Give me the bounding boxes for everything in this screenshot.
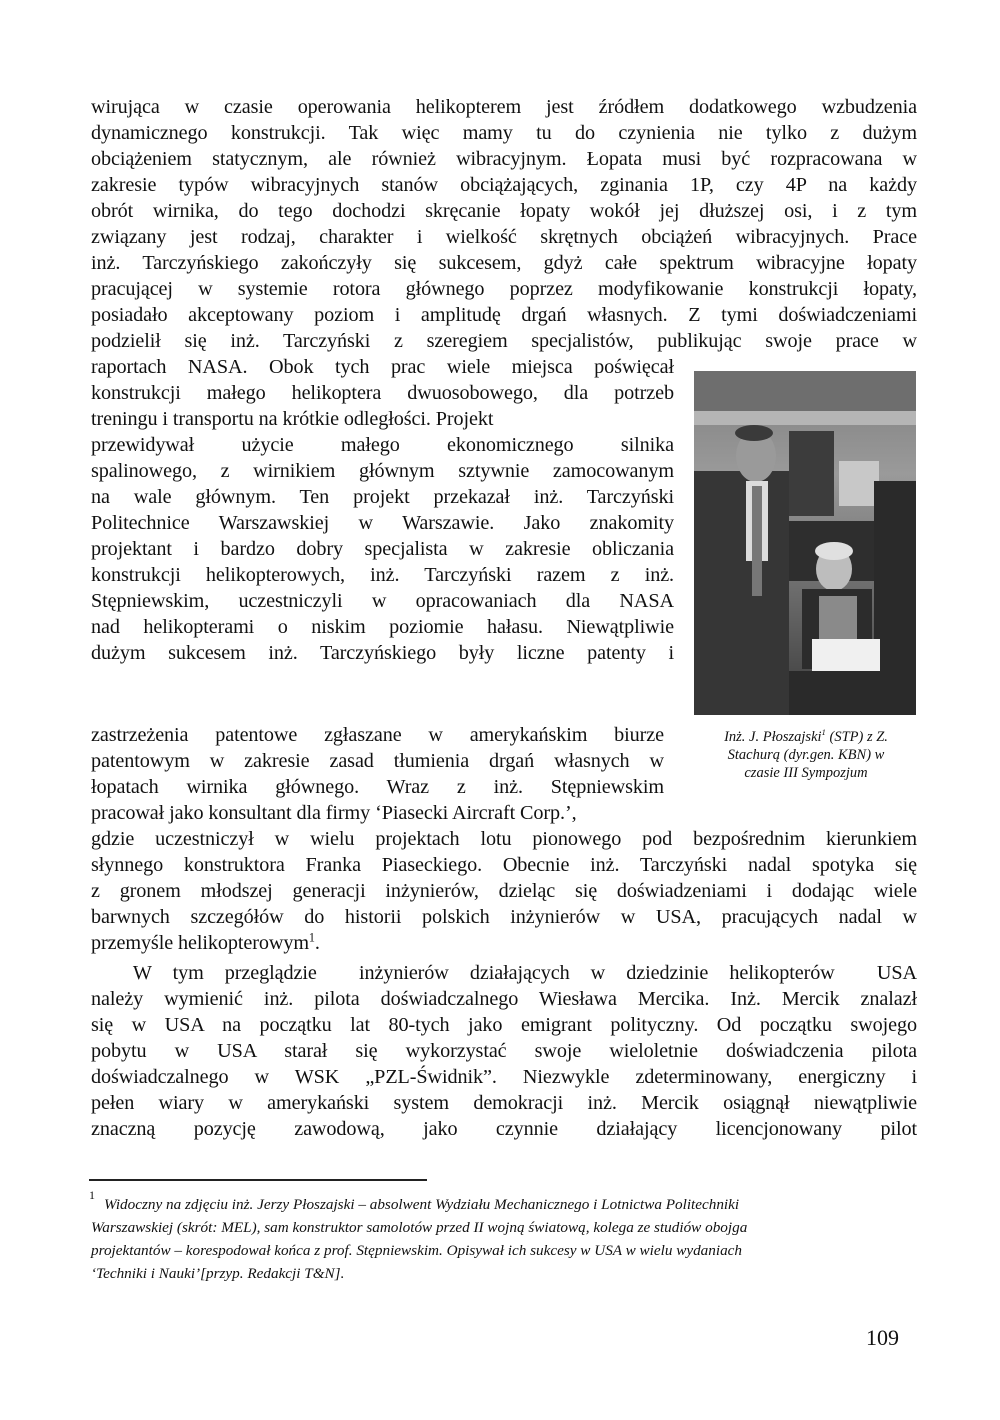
footnote-line: Widoczny na zdjęciu inż. Jerzy Płoszajski – absolwent Wydziału Mechanicznego i Lotnictwa Politechniki [104, 1196, 740, 1213]
footnote-mark: 1 [89, 1188, 95, 1202]
body-line: patentowym w zakresie zasad tłumienia drgań własnych w [91, 750, 664, 772]
body-line: konstrukcji małego helikoptera dwuosobowego, dla potrzeb [91, 382, 674, 404]
body-line: należy wymienić inż. pilota doświadczalnego Wiesława Mercika. Inż. Mercik znalazł [91, 988, 917, 1010]
body-line: Politechnice Warszawskiej w Warszawie. Jako znakomity [91, 512, 674, 534]
body-line: podzielił się inż. Tarczyński z szeregiem specjalistów, publikując swoje prace w [91, 330, 917, 352]
body-line: obrót wirnika, do tego dochodzi skręcanie łopaty wokół jej dłuższej osi, i z tym [91, 200, 917, 222]
body-line: dużym sukcesem inż. Tarczyńskiego były liczne patenty i [91, 642, 674, 664]
body-line: przewidywał użycie małego ekonomicznego silnika [91, 434, 674, 456]
body-line: pracującej w systemie rotora głównego poprzez modyfikowanie konstrukcji łopaty, [91, 278, 917, 300]
body-line: inż. Tarczyńskiego zakończyły się sukcesem, gdyż całe spektrum wibracyjne łopaty [91, 252, 917, 274]
body-line: gdzie uczestniczył w wielu projektach lotu pionowego pod bezpośrednim kierunkiem [91, 828, 917, 850]
body-line: W tym przeglądzie inżynierów działających w dziedzinie helikopterów USA [91, 962, 917, 984]
body-line: pracował jako konsultant dla firmy ‘Piasecki Aircraft Corp.’, [91, 802, 577, 824]
body-line: spalinowego, z wirnikiem głównym sztywnie zamocowanym [91, 460, 674, 482]
page-number: 109 [866, 1325, 899, 1350]
footnote-line: projektantów – korespodował końca z prof. Stępniewskim. Opisywał ich sukcesy w USA w wielu wydaniach [91, 1242, 743, 1259]
body-line: nad helikopterami o niskim poziomie hałasu. Niewątpliwie [91, 616, 674, 638]
caption-line: Stachurą (dyr.gen. KBN) w [727, 747, 885, 763]
body-line: barwnych szczegółów do historii polskich inżynierów w USA, pracujących nadal w [91, 906, 917, 928]
photo-image [694, 371, 916, 715]
body-line: związany jest rodzaj, charakter i wielkość skrętnych obciążeń wibracyjnych. Prace [91, 226, 917, 248]
body-line: wirująca w czasie operowania helikopterem jest źródłem dodatkowego wzbudzenia [91, 96, 917, 118]
footnote-separator [89, 1179, 427, 1181]
body-line: słynnego konstruktora Franka Piaseckiego. Obecnie inż. Tarczyński nadal spotyka się [91, 854, 917, 876]
body-line: projektant i bardzo dobry specjalista w zakresie obliczania [91, 538, 674, 560]
body-line: znaczną pozycję zawodową, jako czynnie działający licencjonowany pilot [91, 1118, 917, 1140]
body-line: Stępniewskim, uczestniczyli w opracowaniach dla NASA [91, 590, 674, 612]
body-line: dynamicznego konstrukcji. Tak więc mamy tu do czynienia nie tylko z dużym [91, 122, 917, 144]
body-line: się w USA na początku lat 80-tych jako emigrant polityczny. Od początku swojego [91, 1014, 917, 1036]
body-line: na wale głównym. Ten projekt przekazał inż. Tarczyński [91, 486, 674, 508]
body-line: zastrzeżenia patentowe zgłaszane w amerykańskim biurze [91, 724, 664, 746]
body-line: zakresie typów wibracyjnych stanów obciążających, zginania 1P, czy 4P na każdy [91, 174, 917, 196]
footnote-line: ‘Techniki i Nauki’[przyp. Redakcji T&N]. [91, 1265, 345, 1282]
body-line: pełen wiary w amerykański system demokracji inż. Mercik osiągnął niewątpliwie [91, 1092, 917, 1114]
footnote-line: Warszawskiej (skrót: MEL), sam konstruktor samolotów przed II wojną światową, kolega ze studiów obojga [91, 1219, 748, 1236]
body-line: posiadało akceptowany poziom i amplitudę drgań własnych. Z tymi doświadczeniami [91, 304, 917, 326]
figure-caption [688, 728, 924, 782]
body-line: obciążeniem statycznym, ale również wibracyjnym. Łopata musi być rozpracowana w [91, 148, 917, 170]
footnote-ref[interactable]: 1 [308, 930, 315, 945]
body-line: z gronem młodszej generacji inżynierów, dzieląc się doświadzeniami i dodając wiele [91, 880, 917, 902]
body-line: konstrukcji helikopterowych, inż. Tarczyński razem z inż. [91, 564, 674, 586]
body-line: doświadczalnego w WSK „PZL-Świdnik”. Niezwykle zdeterminowany, energiczny i [91, 1066, 917, 1088]
caption-line: czasie III Sympozjum [744, 765, 868, 781]
caption-line: Inż. J. Płoszajski$^1$ (STP) z Z. [724, 727, 888, 745]
body-line: łopatach wirnika głównego. Wraz z inż. Stępniewskim [91, 776, 664, 798]
body-line: treningu i transportu na krótkie odległości. Projekt [91, 408, 494, 430]
body-line: pobytu w USA starał się wykorzystać swoje wieloletnie doświadczenia pilota [91, 1040, 917, 1062]
body-line-last: przemyśle helikopterowym$^1$. [91, 930, 320, 954]
body-line: raportach NASA. Obok tych prac wiele miejsca poświęcał [91, 356, 674, 378]
photo-figure [694, 371, 916, 715]
